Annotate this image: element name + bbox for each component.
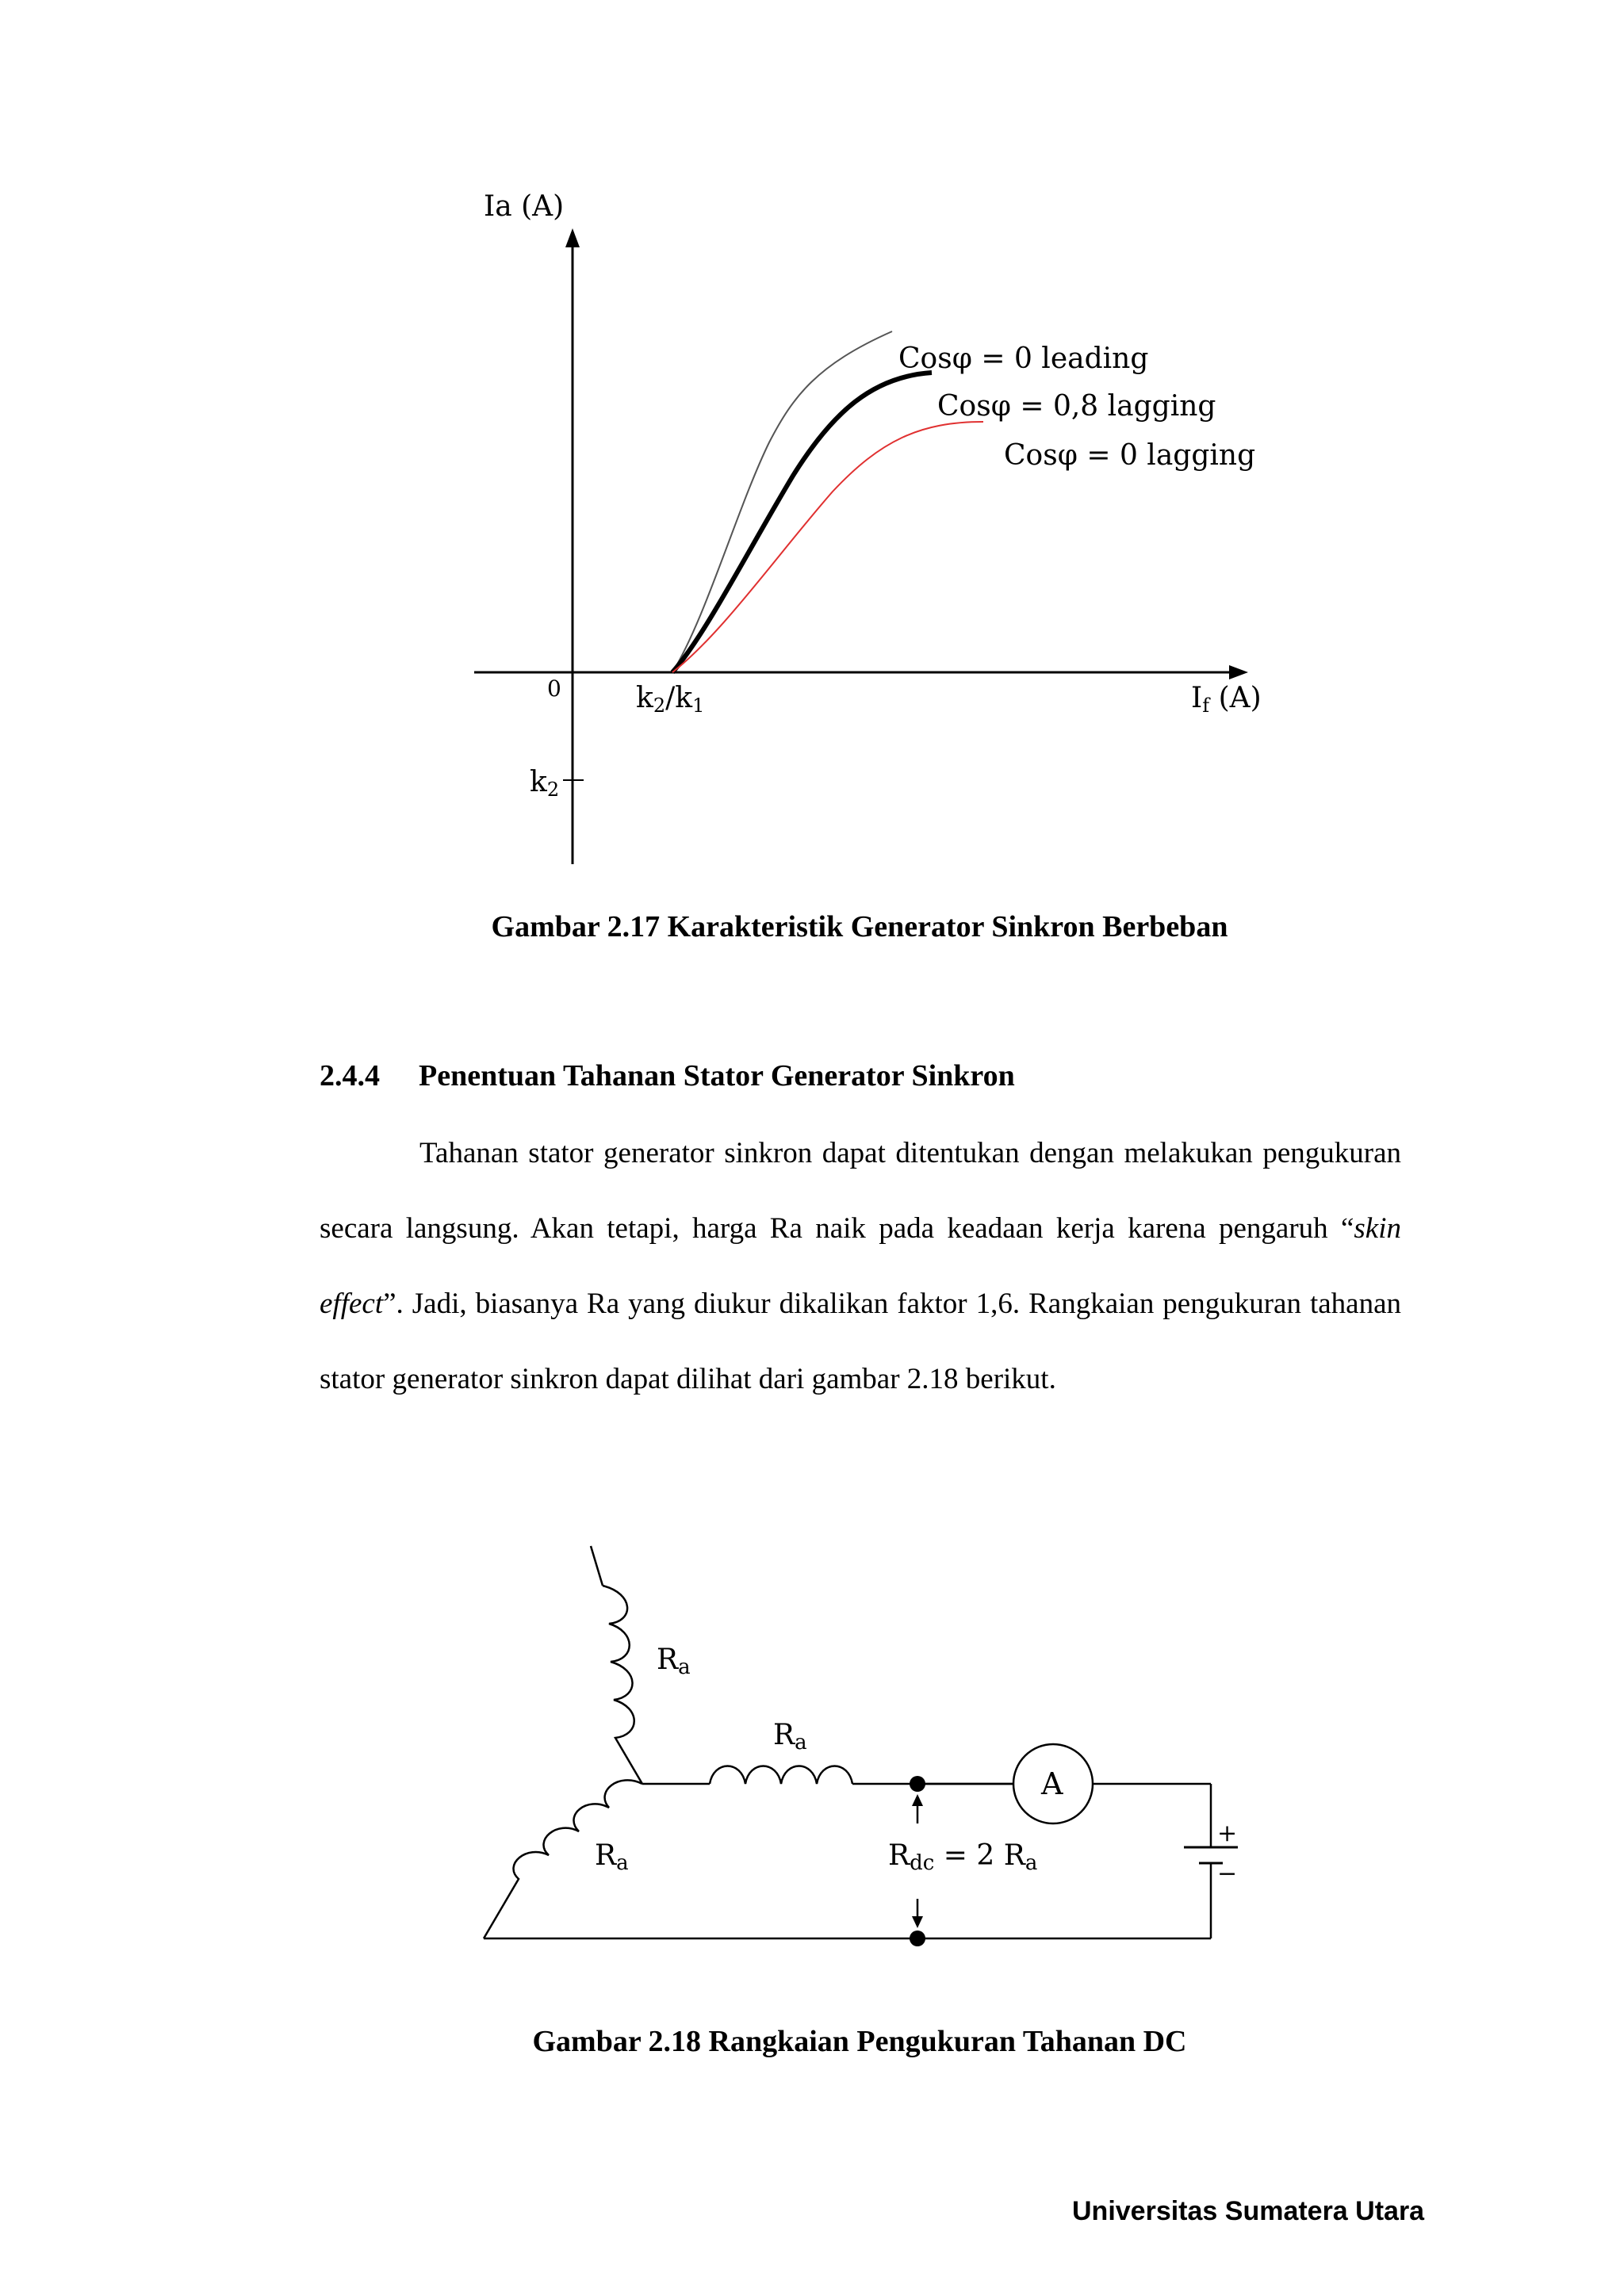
body-paragraph xyxy=(320,1115,1401,1417)
legend-cos08-lagging: Cosφ = 0,8 lagging xyxy=(937,390,1216,423)
coil-right xyxy=(710,1766,852,1785)
section-title: Penentuan Tahanan Stator Generator Sinkron xyxy=(419,1059,1015,1093)
legend-cos0-leading: Cosφ = 0 leading xyxy=(898,342,1149,375)
y-axis-label: Ia (A) xyxy=(484,190,565,223)
x-axis-label: If (A) xyxy=(1191,682,1262,717)
curve-cos08-lagging xyxy=(672,373,932,672)
ra-label-right: Ra xyxy=(773,1719,807,1755)
ra-label-top: Ra xyxy=(657,1644,691,1679)
section-number: 2.4.4 xyxy=(320,1059,380,1093)
battery-minus: − xyxy=(1217,1860,1238,1888)
arrow-down-head xyxy=(912,1916,923,1928)
wire-top-lead xyxy=(591,1546,603,1586)
paragraph-text-1: Tahanan stator generator sinkron dapat ditentukan dengan melakukan pengukuran secara langsung. Akan tetapi, harga Ra naik pada keadaan kerja karena pengaruh “ xyxy=(320,1137,1401,1245)
x-axis-arrow xyxy=(1229,665,1248,679)
ra-label-left: Ra xyxy=(595,1839,629,1875)
arrow-up-head xyxy=(912,1794,923,1806)
paragraph-text-2: ”. Jadi, biasanya Ra yang diukur dikalikan faktor 1,6. Rangkaian pengukuran tahanan stator generator sinkron dapat dilihat dari gambar 2.18 berikut. xyxy=(320,1288,1401,1395)
legend-cos0-lagging: Cosφ = 0 lagging xyxy=(1004,439,1256,472)
curve-cos0-leading xyxy=(672,331,892,672)
k2-k1-label: k2/k1 xyxy=(636,682,705,717)
figure-2-17-caption: Gambar 2.17 Karakteristik Generator Sinkron Berbeban xyxy=(491,910,1228,943)
section-heading xyxy=(320,1058,1015,1093)
paragraph-italic: skin effect xyxy=(320,1212,1401,1320)
node-bottom xyxy=(910,1931,925,1946)
y-axis-arrow xyxy=(565,228,580,247)
footer-university: Universitas Sumatera Utara xyxy=(1072,2196,1425,2226)
ammeter-label: A xyxy=(1041,1766,1063,1801)
figure-2-18-circuit xyxy=(460,1530,1277,1974)
figure-2-18-caption: Gambar 2.18 Rangkaian Pengukuran Tahanan DC xyxy=(532,2025,1187,2058)
battery-plus: + xyxy=(1217,1820,1238,1847)
rdc-label: Rdc = 2 Ra xyxy=(888,1839,1038,1875)
coil-top xyxy=(603,1586,642,1784)
origin-label: 0 xyxy=(547,675,561,702)
k2-label: k2 xyxy=(530,766,560,801)
figure-2-17-chart xyxy=(444,174,1285,888)
curve-cos0-lagging xyxy=(672,422,983,672)
